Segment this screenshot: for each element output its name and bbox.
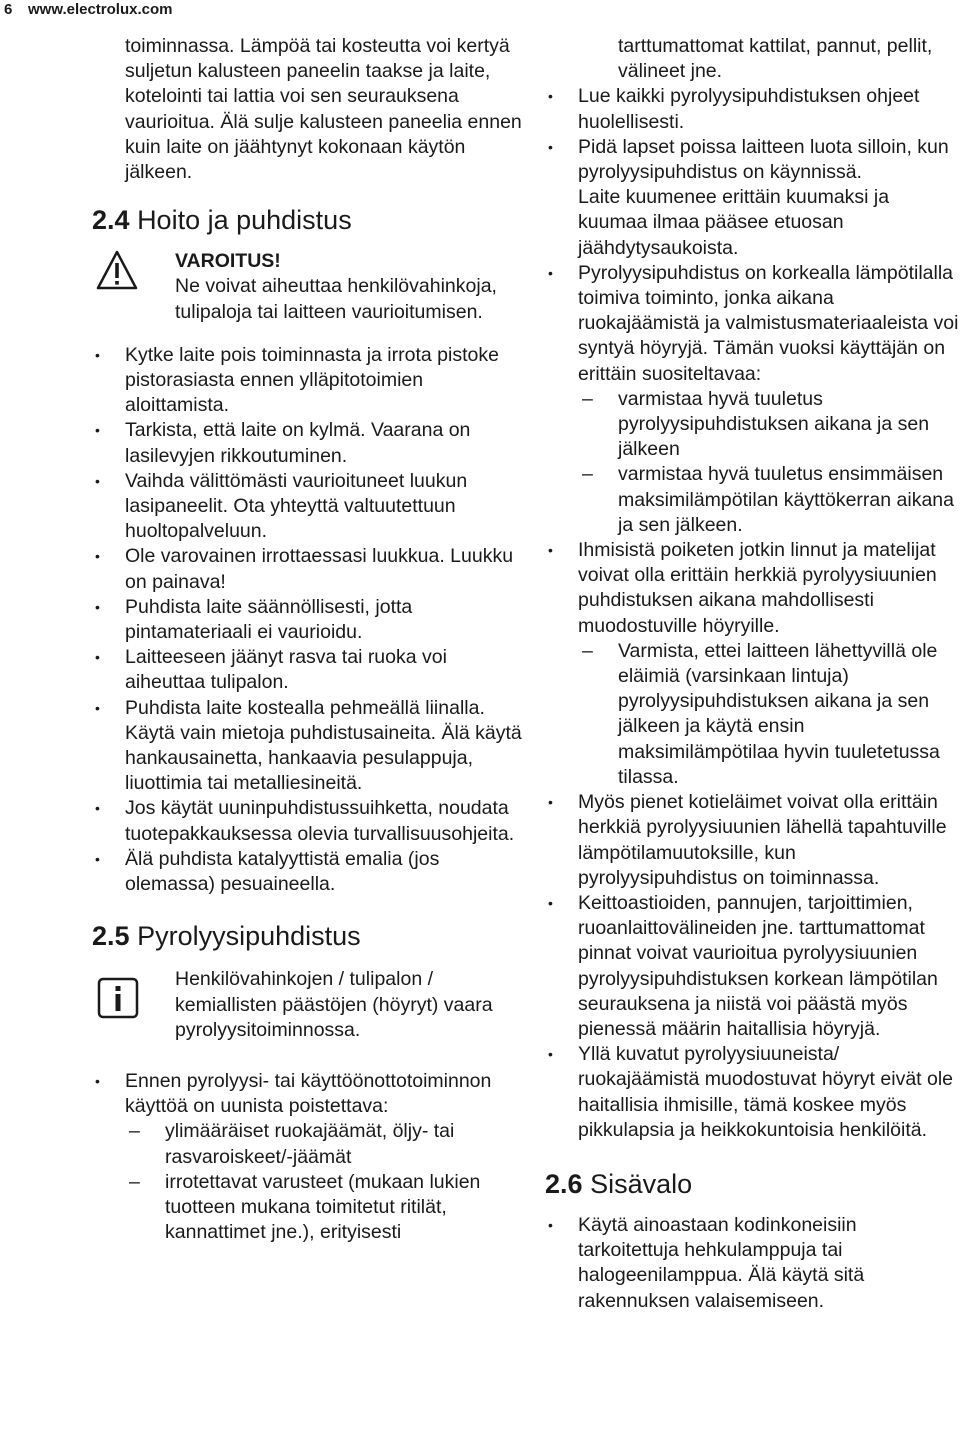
section-heading-2-5	[92, 921, 525, 951]
list-item: • Ole varovainen irrottaessasi luukkua. Luukku on painava!	[125, 544, 525, 594]
page-number: 6	[4, 1, 13, 18]
section-number: 2.4	[92, 205, 130, 236]
section-number: 2.6	[545, 1168, 583, 1199]
pyrolysis-list-cont	[578, 790, 960, 1143]
list-item: • Älä puhdista katalyyttistä emalia (jos olemassa) pesuaineella.	[125, 847, 525, 897]
list-item: • Ennen pyrolyysi- tai käyttöönottotoiminnon käyttöä on uunista poistettava:	[125, 1069, 525, 1119]
ventilation-sublist	[618, 387, 960, 538]
continuation-text: tarttumattomat kattilat, pannut, pellit, välineet jne.	[618, 35, 933, 83]
animals-sublist	[618, 639, 960, 790]
list-item: • Puhdista laite säännöllisesti, jotta pintamateriaali ei vaurioidu.	[125, 595, 525, 645]
info-icon	[97, 977, 139, 1019]
list-item: • Käytä ainoastaan kodinkoneisiin tarkoitettuja hehkulamppuja tai halogeenilamppua. Älä käytä sitä rakennuksen valaisemiseen.	[578, 1213, 960, 1314]
info-text: Henkilövahinkojen / tulipalon / kemiallisten päästöjen (höyryt) vaara pyrolyysitoiminnossa.	[175, 968, 493, 1041]
right-column	[545, 34, 960, 1314]
section-title: Hoito ja puhdistus	[137, 205, 352, 236]
list-item: • Yllä kuvatut pyrolyysiuuneista/ ruokajäämistä muodostuvat höyryt eivät ole haitallisia ihmisille, tämä koskee myös pikkulapsia ja heikkokuntoisia henkilöitä.	[578, 1042, 960, 1143]
list-item: • Kytke laite pois toiminnasta ja irrota pistoke pistorasiasta ennen ylläpitotoimien aloittamista.	[125, 343, 525, 419]
list-item	[578, 135, 960, 261]
sublist-item: – irrotettavat varusteet (mukaan lukien tuotteen mukana toimitetut ritilät, kannattimet jne.), erityisesti	[165, 1170, 525, 1246]
info-box	[175, 967, 525, 1043]
pyrolysis-list-cont	[578, 84, 960, 386]
light-list	[578, 1213, 960, 1314]
warning-triangle-icon	[95, 249, 139, 291]
section-number: 2.5	[92, 921, 130, 952]
section-heading-2-4	[92, 205, 525, 235]
intro-paragraph: toiminnassa. Lämpöä tai kosteutta voi kertyä suljetun kalusteen paneelin taakse ja laite, kotelointi tai lattia voi sen seurauksena vaurioitua. Älä sulje kalusteen paneelia ennen kuin laite on jäähtynyt kokonaan käytön jälkeen.	[125, 35, 522, 184]
warning-title: VAROITUS!	[175, 250, 281, 273]
sublist-item: – Varmista, ettei laitteen lähettyvillä ole eläimiä (varsinkaan lintuja) pyrolyysipuhdistuksen aikana ja sen jälkeen ja käytä ensin maksimilämpötilaa hyvin tuuletetussa tilassa.	[618, 639, 960, 790]
list-item: • Vaihda välittömästi vaurioituneet luukun lasipaneelit. Ota yhteyttä valtuutettuun huoltopalveluun.	[125, 469, 525, 545]
pyrolysis-list-cont	[578, 538, 960, 639]
list-item-text: Laite kuumenee erittäin kuumaksi ja kuumaa ilmaa pääsee etuosan jäähdytysaukoista.	[578, 186, 890, 259]
warning-text: Ne voivat aiheuttaa henkilövahinkoja, tulipaloja tai laitteen vaurioitumisen.	[175, 275, 497, 323]
list-item: • Ihmisistä poiketen jotkin linnut ja matelijat voivat olla erittäin herkkiä pyrolyysiuunien puhdistuksen aikana mahdollisesti muodostuville höyryille.	[578, 538, 960, 639]
warning-box	[175, 249, 525, 325]
section-title: Pyrolyysipuhdistus	[137, 921, 361, 952]
pyrolysis-list	[125, 1069, 525, 1119]
list-item: • Keittoastioiden, pannujen, tarjoittimien, ruoanlaittovälineiden jne. tarttumattomat pinnat voivat vaurioitua pyrolyysiuunien pyrolyysipuhdistuksen korkean lämpötilan seurauksena ja niistä voi päästä myös pienessä määrin haitallisia höyryjä.	[578, 891, 960, 1042]
header-url: www.electrolux.com	[28, 1, 173, 18]
pyrolysis-sublist	[165, 1119, 525, 1245]
sublist-item: – varmistaa hyvä tuuletus pyrolyysipuhdistuksen aikana ja sen jälkeen	[618, 387, 960, 463]
list-item: • Lue kaikki pyrolyysipuhdistuksen ohjeet huolellisesti.	[578, 84, 960, 134]
sublist-item: – varmistaa hyvä tuuletus ensimmäisen maksimilämpötilan käyttökerran aikana ja sen jälkeen.	[618, 462, 960, 538]
list-item-text: • Pidä lapset poissa laitteen luota silloin, kun pyrolyysipuhdistus on käynnissä.	[578, 135, 949, 184]
cleaning-list	[125, 343, 525, 897]
sublist-item: – ylimääräiset ruokajäämät, öljy- tai rasvaroiskeet/-jäämät	[165, 1119, 525, 1169]
section-heading-2-6	[545, 1169, 960, 1199]
list-item: • Puhdista laite kostealla pehmeällä liinalla. Käytä vain mietoja puhdistusaineita. Älä käytä hankausainetta, hankaavia pesulappuja, liuottimia tai metalliesineitä.	[125, 696, 525, 797]
section-title: Sisävalo	[590, 1168, 693, 1199]
page-header	[0, 0, 960, 22]
list-item: • Laitteeseen jäänyt rasva tai ruoka voi aiheuttaa tulipalon.	[125, 645, 525, 695]
list-item: • Tarkista, että laite on kylmä. Vaarana on lasilevyjen rikkoutuminen.	[125, 418, 525, 468]
left-column	[92, 34, 525, 1245]
list-item: • Myös pienet kotieläimet voivat olla erittäin herkkiä pyrolyysiuunien lähellä tapahtuville lämpötilamuutoksille, kun pyrolyysipuhdistus on toiminnassa.	[578, 790, 960, 891]
list-item: • Jos käytät uuninpuhdistussuihketta, noudata tuotepakkauksessa olevia turvallisuusohjeita.	[125, 796, 525, 846]
list-item: • Pyrolyysipuhdistus on korkealla lämpötilalla toimiva toiminto, jonka aikana ruokajäämistä ja valmistusmateriaaleista voi syntyä höyryjä. Tämän vuoksi käyttäjän on erittäin suositeltavaa:	[578, 261, 960, 387]
